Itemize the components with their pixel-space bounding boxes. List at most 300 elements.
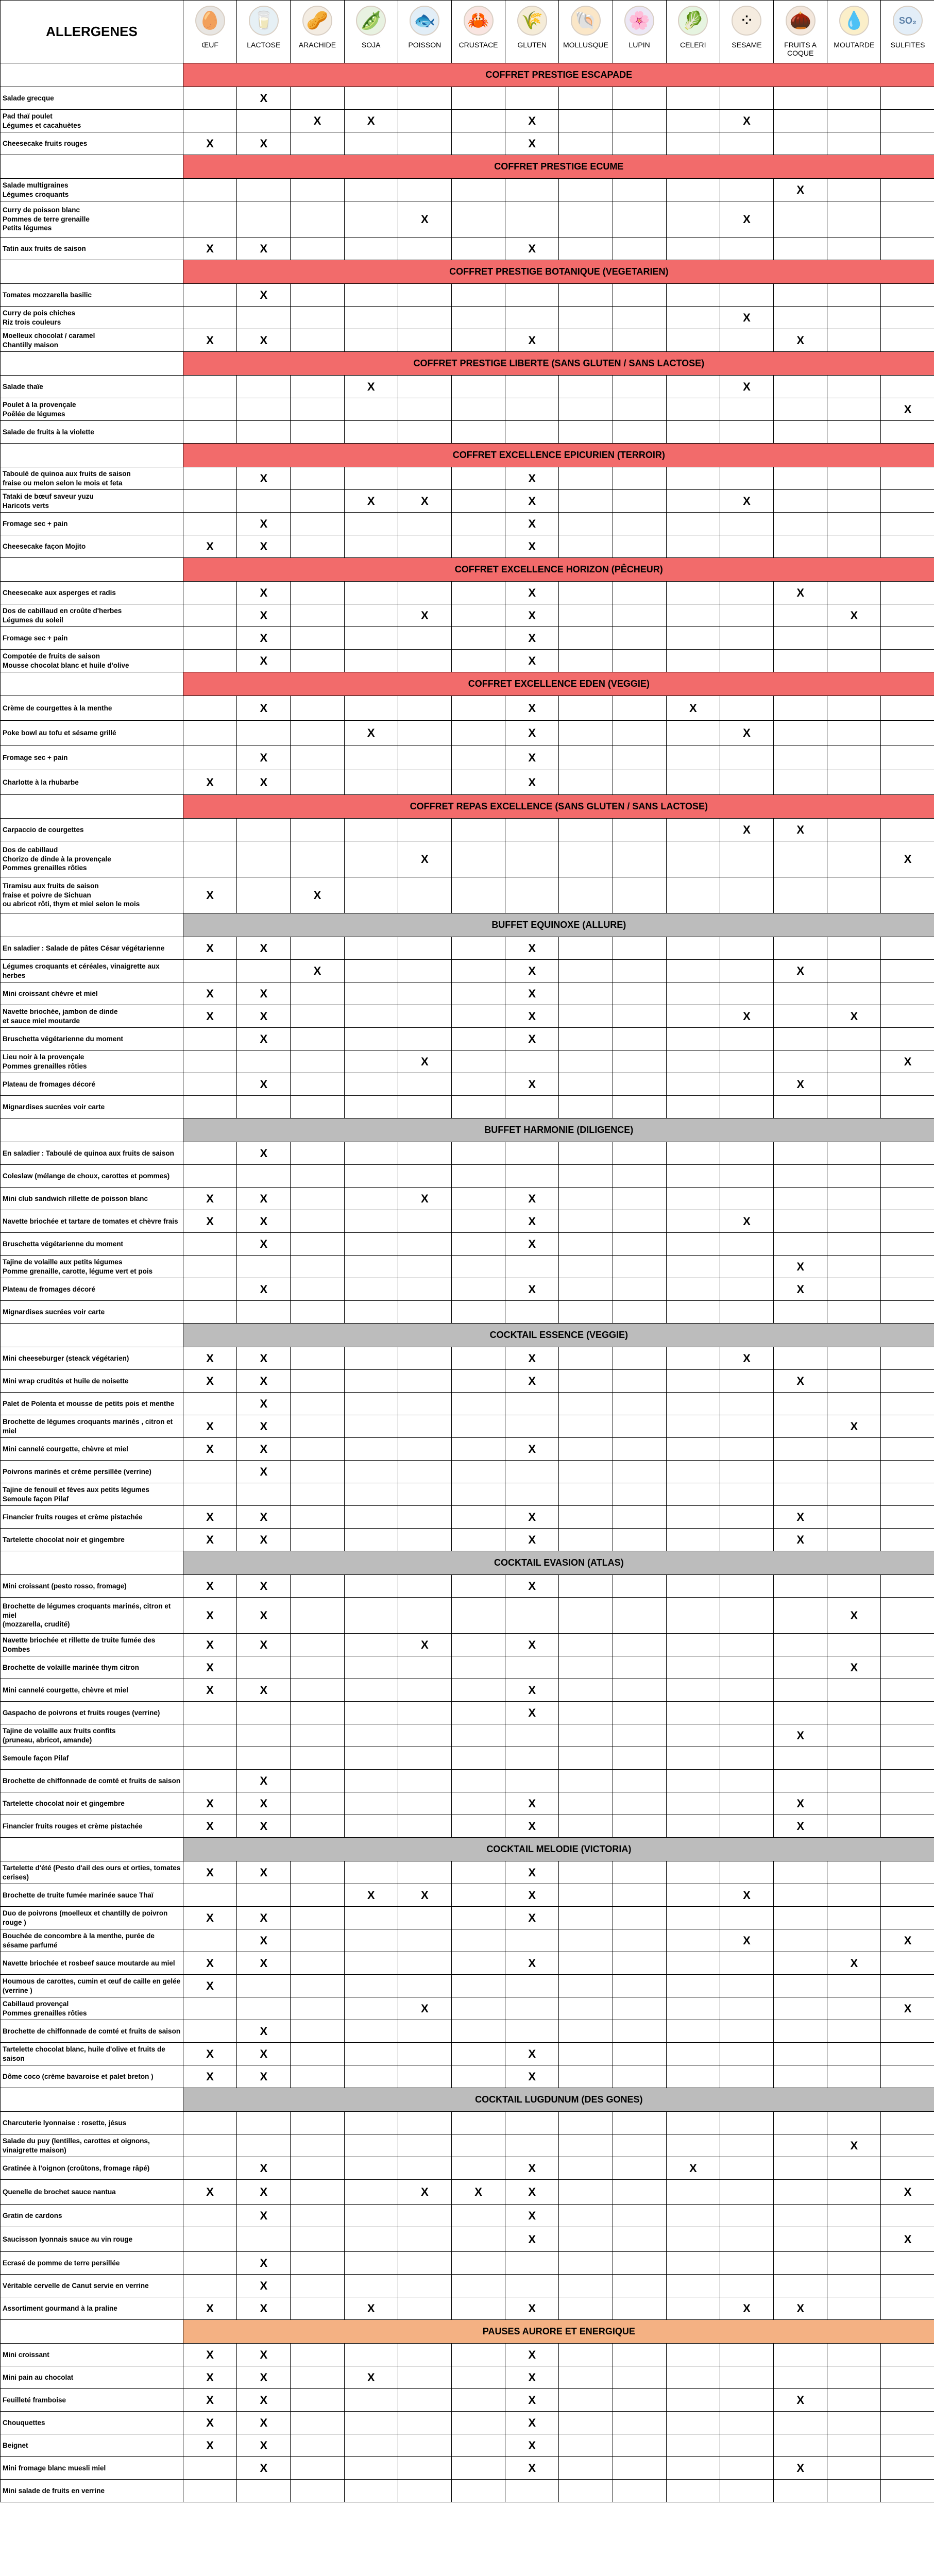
allergen-cell: [344, 1815, 398, 1838]
allergen-cell: [827, 1747, 881, 1770]
allergen-cell: [291, 329, 344, 352]
allergen-cell: [881, 1975, 934, 1997]
allergen-cell: X: [237, 770, 291, 795]
allergen-cell: [505, 1393, 559, 1415]
allergen-cell: [559, 1975, 613, 1997]
allergen-cell: X: [183, 1529, 237, 1551]
allergen-cell: X: [183, 1952, 237, 1975]
section-header: [1, 1324, 934, 1347]
allergen-cell: [881, 1188, 934, 1210]
allergen-cell: [666, 960, 720, 982]
allergen-cell: [666, 2112, 720, 2134]
allergen-cell: X: [237, 2366, 291, 2389]
allergen-cell: [451, 179, 505, 201]
allergen-cell: X: [774, 1256, 827, 1278]
table-row: [1, 1997, 934, 2020]
allergen-cell: X: [505, 110, 559, 132]
allergen-cell: X: [505, 2205, 559, 2227]
allergen-cell: [881, 1770, 934, 1792]
dish-name: Salade multigraines Légumes croquants: [1, 179, 183, 201]
table-row: [1, 2344, 934, 2366]
allergen-cell: [183, 2480, 237, 2502]
allergen-cell: X: [237, 696, 291, 721]
allergen-cell: [451, 1975, 505, 1997]
allergen-cell: [291, 582, 344, 604]
allergen-cell: [291, 1952, 344, 1975]
allergen-cell: [774, 1952, 827, 1975]
allergen-cell: [613, 132, 666, 155]
allergen-cell: [291, 1929, 344, 1952]
allergen-cell: X: [237, 1598, 291, 1634]
allergen-cell: [559, 1188, 613, 1210]
allergen-cell: [774, 2252, 827, 2275]
allergen-cell: [666, 1483, 720, 1506]
dish-name: Mini cannelé courgette, chèvre et miel: [1, 1679, 183, 1702]
allergen-cell: [881, 877, 934, 913]
table-row: [1, 627, 934, 650]
allergen-cell: [344, 1929, 398, 1952]
allergen-cell: [451, 2134, 505, 2157]
allergen-cell: [881, 1598, 934, 1634]
allergen-cell: [559, 841, 613, 877]
allergen-cell: [291, 2252, 344, 2275]
dish-name: Tartelette chocolat noir et gingembre: [1, 1792, 183, 1815]
allergen-cell: [559, 1506, 613, 1529]
allergen-cell: [451, 2157, 505, 2180]
allergen-cell: [720, 1907, 773, 1929]
allergen-cell: X: [237, 513, 291, 535]
allergen-cell: [183, 745, 237, 770]
allergen-cell: [451, 307, 505, 329]
allergen-cell: [183, 2205, 237, 2227]
allergen-cell: [451, 696, 505, 721]
dish-name: Cheesecake façon Mojito: [1, 535, 183, 558]
allergen-cell: [344, 1598, 398, 1634]
dish-name: Houmous de carottes, cumin et œuf de caille en gelée (verrine ): [1, 1975, 183, 1997]
allergen-cell: [559, 745, 613, 770]
allergen-cell: [559, 2134, 613, 2157]
dish-name: Cheesecake aux asperges et radis: [1, 582, 183, 604]
allergen-cell: [666, 982, 720, 1005]
allergen-cell: [666, 421, 720, 444]
table-row: [1, 1724, 934, 1747]
dish-name: Fromage sec + pain: [1, 627, 183, 650]
allergen-cell: X: [720, 1210, 773, 1233]
allergen-cell: [774, 2180, 827, 2205]
allergen-cell: [451, 1301, 505, 1324]
allergen-cell: X: [344, 490, 398, 513]
allergen-cell: [398, 1679, 451, 1702]
allergen-cell: X: [720, 201, 773, 238]
allergen-cell: [505, 2134, 559, 2157]
allergen-cell: [291, 2344, 344, 2366]
allergen-label: FRUITS A COQUE: [784, 41, 817, 57]
allergen-cell: [183, 1301, 237, 1324]
allergen-cell: [720, 2157, 773, 2180]
allergen-cell: X: [881, 2180, 934, 2205]
allergen-cell: [398, 87, 451, 110]
allergen-cell: [183, 1724, 237, 1747]
allergen-cell: X: [344, 2366, 398, 2389]
allergen-cell: [613, 2180, 666, 2205]
allergen-cell: [398, 110, 451, 132]
allergen-cell: [720, 2434, 773, 2457]
allergen-cell: [183, 1278, 237, 1301]
allergen-cell: [666, 2412, 720, 2434]
allergen-cell: [451, 2252, 505, 2275]
allergen-cell: [183, 110, 237, 132]
allergen-cell: [344, 2157, 398, 2180]
allergen-cell: [398, 1575, 451, 1598]
allergen-cell: [451, 721, 505, 745]
allergen-cell: X: [720, 307, 773, 329]
dish-name: Poke bowl au tofu et sésame grillé: [1, 721, 183, 745]
allergen-cell: [291, 2065, 344, 2088]
allergen-cell: [720, 467, 773, 490]
allergen-cell: [881, 1233, 934, 1256]
allergen-cell: [720, 1529, 773, 1551]
allergen-cell: [398, 721, 451, 745]
allergen-cell: [398, 2205, 451, 2227]
allergen-cell: [720, 398, 773, 421]
allergen-cell: [827, 1679, 881, 1702]
allergen-cell: X: [827, 1415, 881, 1438]
allergen-cell: [398, 1210, 451, 1233]
allergen-cell: [559, 2157, 613, 2180]
allergen-cell: [666, 1233, 720, 1256]
section-title: COCKTAIL EVASION (ATLAS): [183, 1551, 934, 1575]
allergen-cell: [774, 1598, 827, 1634]
allergen-cell: X: [237, 2157, 291, 2180]
allergen-cell: X: [505, 1188, 559, 1210]
allergen-cell: [344, 1529, 398, 1551]
allergen-cell: [451, 110, 505, 132]
allergen-cell: [451, 1815, 505, 1838]
allergen-cell: X: [183, 238, 237, 260]
dish-name: Curry de poisson blanc Pommes de terre grenaille Petits légumes: [1, 201, 183, 238]
section-title: COFFRET PRESTIGE LIBERTE (SANS GLUTEN / SANS LACTOSE): [183, 352, 934, 376]
allergen-cell: [505, 1656, 559, 1679]
allergen-cell: X: [398, 841, 451, 877]
dish-name: Plateau de fromages décoré: [1, 1278, 183, 1301]
allergen-cell: [666, 1702, 720, 1724]
allergen-cell: X: [505, 1679, 559, 1702]
allergen-cell: [666, 1438, 720, 1461]
allergen-cell: [613, 490, 666, 513]
allergen-cell: [666, 1656, 720, 1679]
dish-name: Tiramisu aux fruits de saison fraise et poivre de Sichuan ou abricot rôti, thym et miel selon le mois: [1, 877, 183, 913]
allergen-cell: [613, 1278, 666, 1301]
allergen-cell: [881, 1415, 934, 1438]
allergen-cell: X: [237, 582, 291, 604]
allergen-cell: [237, 877, 291, 913]
allergen-cell: [451, 2434, 505, 2457]
table-row: [1, 110, 934, 132]
table-row: [1, 1884, 934, 1907]
allergen-cell: [666, 627, 720, 650]
allergen-cell: X: [774, 2389, 827, 2412]
allergen-cell: [451, 2275, 505, 2297]
allergen-cell: [613, 582, 666, 604]
allergen-cell: [881, 1461, 934, 1483]
allergen-cell: [827, 627, 881, 650]
allergen-cell: [291, 1598, 344, 1634]
allergen-cell: [291, 1792, 344, 1815]
allergen-cell: [881, 1028, 934, 1050]
allergen-cell: X: [505, 513, 559, 535]
allergen-cell: [881, 1884, 934, 1907]
allergen-cell: [291, 1997, 344, 2020]
allergen-cell: [720, 937, 773, 960]
allergen-cell: [774, 1415, 827, 1438]
allergen-cell: [505, 87, 559, 110]
allergen-cell: [183, 1997, 237, 2020]
allergen-cell: [344, 982, 398, 1005]
allergen-cell: [505, 398, 559, 421]
allergen-cell: X: [237, 1347, 291, 1370]
allergen-cell: [774, 2043, 827, 2065]
allergen-cell: X: [237, 745, 291, 770]
allergen-cell: X: [505, 1884, 559, 1907]
allergen-cell: [398, 1142, 451, 1165]
allergen-cell: [774, 421, 827, 444]
allergen-cell: [237, 1096, 291, 1118]
allergen-cell: [774, 1679, 827, 1702]
allergen-cell: X: [505, 2043, 559, 2065]
allergen-cell: [344, 1975, 398, 1997]
allergen-cell: [291, 2134, 344, 2157]
allergen-cell: [451, 2389, 505, 2412]
allergen-cell: X: [827, 1005, 881, 1028]
allergen-cell: [451, 2205, 505, 2227]
allergen-cell: [344, 877, 398, 913]
allergen-cell: [451, 1096, 505, 1118]
allergen-cell: X: [505, 1634, 559, 1656]
allergen-cell: [720, 1050, 773, 1073]
allergen-cell: [613, 1952, 666, 1975]
allergen-cell: [613, 535, 666, 558]
allergen-cell: [559, 2252, 613, 2275]
allergen-cell: [559, 2457, 613, 2480]
allergen-cell: [613, 1188, 666, 1210]
allergen-cell: [451, 201, 505, 238]
allergen-cell: [344, 1724, 398, 1747]
allergen-cell: X: [183, 2180, 237, 2205]
allergen-cell: [666, 819, 720, 841]
allergen-cell: [291, 721, 344, 745]
allergen-cell: [344, 1415, 398, 1438]
allergen-cell: [559, 1529, 613, 1551]
dish-name: Chouquettes: [1, 2412, 183, 2434]
dish-name: Feuilleté framboise: [1, 2389, 183, 2412]
allergen-cell: [666, 329, 720, 352]
table-row: [1, 2043, 934, 2065]
dish-name: Brochette de truite fumée marinée sauce Thaï: [1, 1884, 183, 1907]
allergen-cell: [291, 1256, 344, 1278]
allergen-cell: [666, 1461, 720, 1483]
allergen-cell: [774, 1393, 827, 1415]
allergen-cell: [559, 1861, 613, 1884]
allergen-cell: [881, 2434, 934, 2457]
allergen-cell: [720, 2112, 773, 2134]
allergen-cell: [666, 201, 720, 238]
allergen-cell: [183, 604, 237, 627]
allergen-cell: [398, 1301, 451, 1324]
allergen-cell: [720, 513, 773, 535]
allergen-cell: [613, 841, 666, 877]
allergen-cell: [451, 582, 505, 604]
allergen-cell: [613, 1393, 666, 1415]
table-row: [1, 2389, 934, 2412]
allergen-cell: X: [827, 1656, 881, 1679]
allergen-cell: [398, 877, 451, 913]
allergen-cell: [291, 376, 344, 398]
allergen-cell: [881, 307, 934, 329]
allergen-cell: [827, 2252, 881, 2275]
allergen-cell: [720, 1188, 773, 1210]
allergen-cell: [451, 535, 505, 558]
allergen-cell: [398, 2412, 451, 2434]
section-header: [1, 913, 934, 937]
section-header: [1, 2088, 934, 2112]
allergen-cell: [720, 1815, 773, 1838]
dish-name: Tartelette chocolat blanc, huile d'olive et fruits de saison: [1, 2043, 183, 2065]
allergen-cell: X: [774, 329, 827, 352]
allergen-cell: [559, 2020, 613, 2043]
allergen-cell: [344, 329, 398, 352]
dish-name: Tajine de volaille aux fruits confits (pruneau, abricot, amande): [1, 1724, 183, 1747]
allergen-cell: [613, 1415, 666, 1438]
dish-name: Mini croissant chèvre et miel: [1, 982, 183, 1005]
allergen-header-12: [827, 1, 881, 63]
allergen-cell: [559, 376, 613, 398]
allergen-cell: [451, 1256, 505, 1278]
allergen-cell: [237, 1884, 291, 1907]
allergen-cell: X: [720, 490, 773, 513]
dish-name: Salade du puy (lentilles, carottes et oignons, vinaigrette maison): [1, 2134, 183, 2157]
allergen-cell: [237, 1165, 291, 1188]
allergen-cell: X: [505, 721, 559, 745]
allergen-cell: [505, 1975, 559, 1997]
allergen-cell: [666, 1301, 720, 1324]
allergen-cell: [613, 201, 666, 238]
dish-name: Légumes croquants et céréales, vinaigrette aux herbes: [1, 960, 183, 982]
allergen-cell: [559, 582, 613, 604]
allergen-cell: [559, 721, 613, 745]
allergen-cell: [881, 721, 934, 745]
dish-name: Navette briochée et rillette de truite fumée des Dombes: [1, 1634, 183, 1656]
allergen-cell: [451, 819, 505, 841]
allergen-cell: [559, 1598, 613, 1634]
allergen-cell: X: [183, 329, 237, 352]
allergen-cell: [774, 1575, 827, 1598]
allergen-cell: [666, 1370, 720, 1393]
allergen-header-3: [344, 1, 398, 63]
allergen-cell: [774, 745, 827, 770]
allergen-cell: X: [237, 2389, 291, 2412]
allergen-cell: X: [774, 1724, 827, 1747]
table-row: [1, 2180, 934, 2205]
allergen-cell: [774, 1884, 827, 1907]
allergen-cell: [505, 1096, 559, 1118]
allergen-cell: [291, 2020, 344, 2043]
allergen-cell: [451, 238, 505, 260]
allergen-cell: [774, 1461, 827, 1483]
allergen-label: CELERI: [680, 41, 706, 49]
table-row: [1, 2157, 934, 2180]
allergen-cell: [881, 1483, 934, 1506]
allergen-cell: [827, 841, 881, 877]
allergen-cell: [183, 1929, 237, 1952]
allergen-cell: [827, 238, 881, 260]
allergen-cell: X: [237, 937, 291, 960]
allergen-cell: [505, 2480, 559, 2502]
allergen-cell: [666, 2434, 720, 2457]
allergen-cell: [774, 2344, 827, 2366]
allergen-cell: [774, 1347, 827, 1370]
allergen-cell: [344, 1096, 398, 1118]
allergen-cell: [881, 1506, 934, 1529]
section-spacer: [1, 913, 183, 937]
allergen-cell: [183, 1256, 237, 1278]
allergen-cell: [505, 1483, 559, 1506]
allergen-cell: [505, 2020, 559, 2043]
allergen-cell: X: [398, 1050, 451, 1073]
allergen-cell: X: [720, 376, 773, 398]
allergen-cell: [451, 2366, 505, 2389]
allergen-header-10: [720, 1, 773, 63]
table-row: [1, 1142, 934, 1165]
allergen-cell: [398, 1256, 451, 1278]
allergen-cell: [881, 2112, 934, 2134]
table-row: [1, 2480, 934, 2502]
allergen-cell: [559, 2412, 613, 2434]
allergen-cell: [666, 1747, 720, 1770]
allergen-cell: [344, 696, 398, 721]
allergen-cell: [291, 1770, 344, 1792]
allergen-cell: [344, 1679, 398, 1702]
allergen-cell: [613, 877, 666, 913]
allergen-cell: [613, 1301, 666, 1324]
allergen-label: MOLLUSQUE: [563, 41, 608, 49]
allergen-cell: [398, 467, 451, 490]
section-spacer: [1, 352, 183, 376]
allergen-cell: [720, 745, 773, 770]
allergen-cell: [291, 1461, 344, 1483]
allergen-cell: [398, 1096, 451, 1118]
allergen-cell: [827, 650, 881, 672]
allergen-cell: [613, 937, 666, 960]
allergen-cell: [666, 238, 720, 260]
dish-name: Bouchée de concombre à la menthe, purée de sésame parfumé: [1, 1929, 183, 1952]
celery-icon: 🥬: [678, 6, 708, 36]
allergen-cell: [559, 284, 613, 307]
allergen-cell: [451, 2020, 505, 2043]
allergen-cell: [344, 2205, 398, 2227]
allergen-cell: [344, 201, 398, 238]
allergen-cell: [559, 1483, 613, 1506]
allergen-cell: [291, 1506, 344, 1529]
allergen-cell: [613, 2366, 666, 2389]
allergen-cell: [344, 2134, 398, 2157]
allergen-cell: [451, 421, 505, 444]
allergen-header-13: [881, 1, 934, 63]
allergen-cell: [344, 87, 398, 110]
allergen-cell: [344, 1952, 398, 1975]
allergen-cell: X: [183, 1656, 237, 1679]
egg-icon: 🥚: [195, 6, 225, 36]
allergen-cell: [237, 1702, 291, 1724]
